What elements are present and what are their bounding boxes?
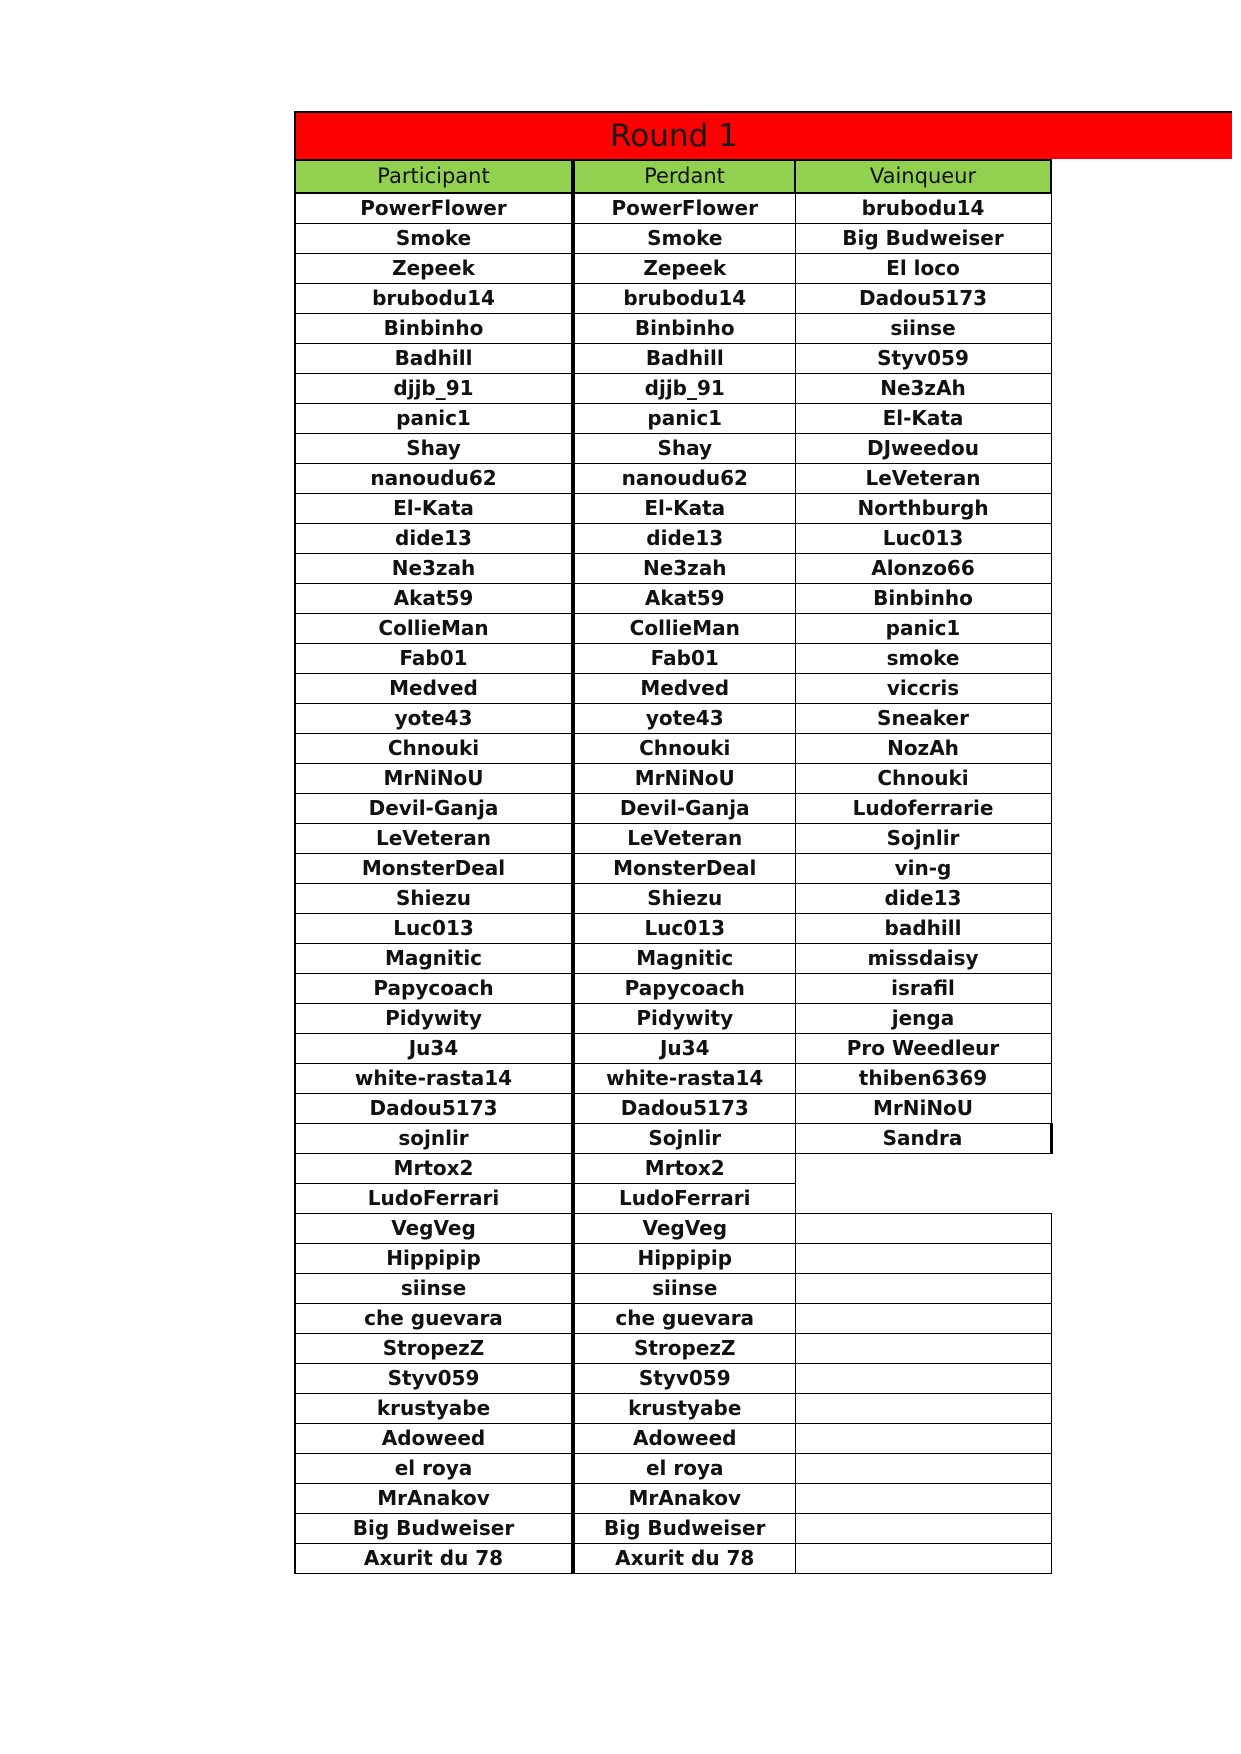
cell-perdant: Chnouki [573, 734, 795, 764]
table-row [295, 1394, 1051, 1424]
cell-vainqueur [795, 1544, 1051, 1574]
cell-perdant: MonsterDeal [573, 854, 795, 884]
cell-participant: Shiezu [295, 884, 573, 914]
cell-perdant: LeVeteran [573, 824, 795, 854]
cell-perdant: Axurit du 78 [573, 1544, 795, 1574]
cell-vainqueur: Sandra [795, 1124, 1051, 1154]
cell-vainqueur [795, 1424, 1051, 1454]
cell-participant: Shay [295, 434, 573, 464]
cell-perdant: krustyabe [573, 1394, 795, 1424]
cell-vainqueur: vin-g [795, 854, 1051, 884]
cell-perdant: Magnitic [573, 944, 795, 974]
round-title-banner [294, 111, 1232, 159]
cell-vainqueur: thiben6369 [795, 1064, 1051, 1094]
table-row [295, 494, 1051, 524]
table-row [295, 464, 1051, 494]
cell-perdant: MrNiNoU [573, 764, 795, 794]
table-row [295, 644, 1051, 674]
table-row [295, 854, 1051, 884]
table-row [295, 764, 1051, 794]
cell-vainqueur: MrNiNoU [795, 1094, 1051, 1124]
table-row [295, 794, 1051, 824]
header-perdant: Perdant [573, 160, 795, 193]
cell-perdant: Shay [573, 434, 795, 464]
table-row [295, 1484, 1051, 1514]
cell-vainqueur: Chnouki [795, 764, 1051, 794]
round-title: Round 1 [610, 118, 738, 154]
table-row [295, 884, 1051, 914]
cell-vainqueur: jenga [795, 1004, 1051, 1034]
cell-perdant: Badhill [573, 344, 795, 374]
header-participant: Participant [295, 160, 573, 193]
cell-perdant: Fab01 [573, 644, 795, 674]
cell-participant: dide13 [295, 524, 573, 554]
cell-vainqueur: Big Budweiser [795, 224, 1051, 254]
table-row [295, 1004, 1051, 1034]
cell-vainqueur [795, 1334, 1051, 1364]
cell-participant: Axurit du 78 [295, 1544, 573, 1574]
table-row [295, 1124, 1051, 1154]
cell-participant: Magnitic [295, 944, 573, 974]
cell-participant: Badhill [295, 344, 573, 374]
cell-perdant: djjb_91 [573, 374, 795, 404]
cell-perdant: siinse [573, 1274, 795, 1304]
cell-participant: nanoudu62 [295, 464, 573, 494]
cell-vainqueur [795, 1274, 1051, 1304]
table-row [295, 704, 1051, 734]
cell-perdant: white-rasta14 [573, 1064, 795, 1094]
cell-vainqueur: Ludoferrarie [795, 794, 1051, 824]
table-row [295, 614, 1051, 644]
table-row [295, 914, 1051, 944]
cell-perdant: Shiezu [573, 884, 795, 914]
cell-vainqueur: Northburgh [795, 494, 1051, 524]
cell-perdant: dide13 [573, 524, 795, 554]
cell-participant: Pidywity [295, 1004, 573, 1034]
table-row [295, 1094, 1051, 1124]
table-row [295, 1154, 1051, 1184]
cell-perdant: Mrtox2 [573, 1154, 795, 1184]
cell-perdant: Binbinho [573, 314, 795, 344]
cell-perdant: Ju34 [573, 1034, 795, 1064]
header-row [295, 160, 1051, 193]
cell-vainqueur: Pro Weedleur [795, 1034, 1051, 1064]
cell-vainqueur: missdaisy [795, 944, 1051, 974]
cell-vainqueur: viccris [795, 674, 1051, 704]
cell-participant: Papycoach [295, 974, 573, 1004]
header-vainqueur: Vainqueur [795, 160, 1051, 193]
cell-participant: StropezZ [295, 1334, 573, 1364]
cell-vainqueur: DJweedou [795, 434, 1051, 464]
cell-participant: Ju34 [295, 1034, 573, 1064]
cell-perdant: panic1 [573, 404, 795, 434]
cell-participant: sojnlir [295, 1124, 573, 1154]
table-row [295, 974, 1051, 1004]
cell-perdant: nanoudu62 [573, 464, 795, 494]
table-row [295, 1364, 1051, 1394]
table-row [295, 314, 1051, 344]
cell-perdant: Medved [573, 674, 795, 704]
table-row [295, 1184, 1051, 1214]
cell-vainqueur [795, 1184, 1051, 1214]
table-row [295, 1064, 1051, 1094]
table-row [295, 284, 1051, 314]
table-row [295, 524, 1051, 554]
table-row [295, 344, 1051, 374]
cell-vainqueur: Luc013 [795, 524, 1051, 554]
cell-vainqueur: brubodu14 [795, 193, 1051, 224]
cell-participant: Luc013 [295, 914, 573, 944]
cell-vainqueur: dide13 [795, 884, 1051, 914]
cell-perdant: LudoFerrari [573, 1184, 795, 1214]
cell-participant: MrAnakov [295, 1484, 573, 1514]
cell-perdant: Hippipip [573, 1244, 795, 1274]
cell-vainqueur: siinse [795, 314, 1051, 344]
cell-perdant: Sojnlir [573, 1124, 795, 1154]
cell-vainqueur: El loco [795, 254, 1051, 284]
cell-perdant: Ne3zah [573, 554, 795, 584]
cell-participant: siinse [295, 1274, 573, 1304]
cell-perdant: el roya [573, 1454, 795, 1484]
table-row [295, 944, 1051, 974]
cell-participant: Adoweed [295, 1424, 573, 1454]
cell-participant: VegVeg [295, 1214, 573, 1244]
cell-perdant: Devil-Ganja [573, 794, 795, 824]
table-row [295, 1514, 1051, 1544]
table-row [295, 1334, 1051, 1364]
cell-participant: el roya [295, 1454, 573, 1484]
cell-perdant: Akat59 [573, 584, 795, 614]
cell-vainqueur [795, 1154, 1051, 1184]
cell-perdant: Pidywity [573, 1004, 795, 1034]
table-row [295, 554, 1051, 584]
cell-participant: Binbinho [295, 314, 573, 344]
cell-perdant: PowerFlower [573, 193, 795, 224]
cell-vainqueur: Binbinho [795, 584, 1051, 614]
cell-perdant: CollieMan [573, 614, 795, 644]
cell-participant: yote43 [295, 704, 573, 734]
table-row [295, 674, 1051, 704]
cell-participant: Akat59 [295, 584, 573, 614]
cell-participant: Ne3zah [295, 554, 573, 584]
cell-vainqueur [795, 1304, 1051, 1334]
table-row [295, 434, 1051, 464]
cell-participant: Big Budweiser [295, 1514, 573, 1544]
cell-perdant: Papycoach [573, 974, 795, 1004]
cell-participant: krustyabe [295, 1394, 573, 1424]
table-row [295, 254, 1051, 284]
cell-vainqueur [795, 1514, 1051, 1544]
cell-participant: brubodu14 [295, 284, 573, 314]
cell-vainqueur: israfil [795, 974, 1051, 1004]
cell-vainqueur [795, 1364, 1051, 1394]
cell-participant: LudoFerrari [295, 1184, 573, 1214]
table-row [295, 1244, 1051, 1274]
table-row [295, 584, 1051, 614]
cell-vainqueur: Sojnlir [795, 824, 1051, 854]
table-row [295, 1424, 1051, 1454]
cell-participant: Mrtox2 [295, 1154, 573, 1184]
table-row [295, 1454, 1051, 1484]
cell-vainqueur [795, 1454, 1051, 1484]
cell-perdant: StropezZ [573, 1334, 795, 1364]
cell-vainqueur: Alonzo66 [795, 554, 1051, 584]
results-table [294, 159, 1053, 1574]
cell-vainqueur: LeVeteran [795, 464, 1051, 494]
cell-vainqueur [795, 1214, 1051, 1244]
cell-vainqueur: badhill [795, 914, 1051, 944]
cell-participant: Dadou5173 [295, 1094, 573, 1124]
cell-vainqueur: NozAh [795, 734, 1051, 764]
cell-participant: Hippipip [295, 1244, 573, 1274]
cell-perdant: Smoke [573, 224, 795, 254]
cell-participant: PowerFlower [295, 193, 573, 224]
table-row [295, 824, 1051, 854]
cell-participant: djjb_91 [295, 374, 573, 404]
cell-participant: MrNiNoU [295, 764, 573, 794]
cell-perdant: Styv059 [573, 1364, 795, 1394]
cell-participant: Medved [295, 674, 573, 704]
table-row [295, 224, 1051, 254]
table-row [295, 1034, 1051, 1064]
table-row [295, 1214, 1051, 1244]
cell-perdant: VegVeg [573, 1214, 795, 1244]
cell-perdant: Big Budweiser [573, 1514, 795, 1544]
cell-vainqueur: Ne3zAh [795, 374, 1051, 404]
cell-vainqueur: panic1 [795, 614, 1051, 644]
cell-participant: LeVeteran [295, 824, 573, 854]
cell-participant: El-Kata [295, 494, 573, 524]
cell-perdant: Luc013 [573, 914, 795, 944]
cell-vainqueur: Sneaker [795, 704, 1051, 734]
cell-perdant: Zepeek [573, 254, 795, 284]
cell-vainqueur: smoke [795, 644, 1051, 674]
cell-perdant: MrAnakov [573, 1484, 795, 1514]
cell-perdant: yote43 [573, 704, 795, 734]
cell-perdant: El-Kata [573, 494, 795, 524]
cell-participant: white-rasta14 [295, 1064, 573, 1094]
table-row [295, 374, 1051, 404]
cell-participant: panic1 [295, 404, 573, 434]
cell-perdant: che guevara [573, 1304, 795, 1334]
cell-perdant: Dadou5173 [573, 1094, 795, 1124]
cell-participant: Chnouki [295, 734, 573, 764]
cell-participant: Devil-Ganja [295, 794, 573, 824]
cell-vainqueur [795, 1394, 1051, 1424]
cell-participant: Smoke [295, 224, 573, 254]
cell-perdant: Adoweed [573, 1424, 795, 1454]
cell-vainqueur: Styv059 [795, 344, 1051, 374]
cell-participant: che guevara [295, 1304, 573, 1334]
cell-vainqueur [795, 1484, 1051, 1514]
cell-participant: CollieMan [295, 614, 573, 644]
table-row [295, 404, 1051, 434]
cell-perdant: brubodu14 [573, 284, 795, 314]
table-row [295, 1274, 1051, 1304]
cell-participant: Fab01 [295, 644, 573, 674]
table-row [295, 193, 1051, 224]
cell-participant: Zepeek [295, 254, 573, 284]
cell-vainqueur: El-Kata [795, 404, 1051, 434]
cell-participant: MonsterDeal [295, 854, 573, 884]
cell-vainqueur: Dadou5173 [795, 284, 1051, 314]
table-row [295, 1304, 1051, 1334]
cell-participant: Styv059 [295, 1364, 573, 1394]
table-body [295, 193, 1051, 1574]
table-row [295, 734, 1051, 764]
table-row [295, 1544, 1051, 1574]
cell-vainqueur [795, 1244, 1051, 1274]
